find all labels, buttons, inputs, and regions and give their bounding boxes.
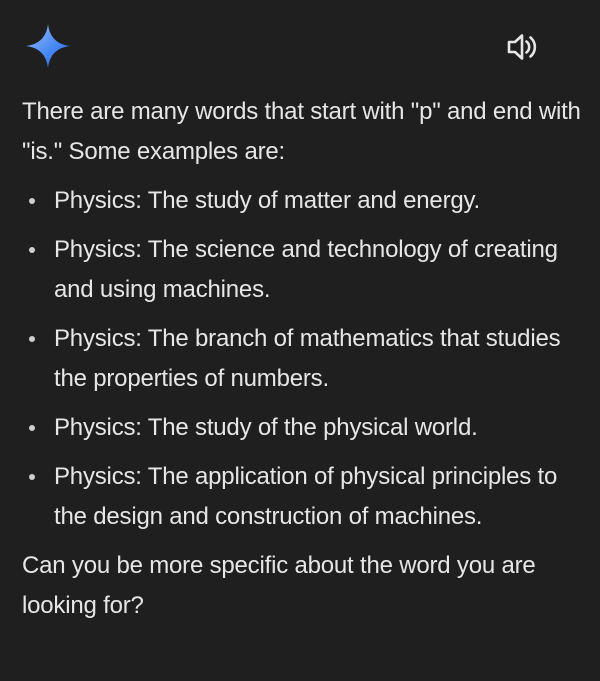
list-item-text: Physics: The science and technology of creating and using machines. [54,236,558,303]
bullet-icon [29,247,35,253]
list-item [22,230,582,310]
bullet-icon [29,425,35,431]
list-item [22,181,582,221]
bullet-icon [29,198,35,204]
speaker-icon[interactable] [505,30,539,64]
list-item [22,408,582,448]
examples-list [22,181,582,537]
bullet-icon [29,336,35,342]
sparkle-icon [24,22,72,70]
response-text [22,92,582,626]
list-item [22,457,582,537]
list-item-text: Physics: The study of the physical world. [54,414,478,441]
list-item [22,319,582,399]
list-item-text: Physics: The application of physical principles to the design and construction of machines. [54,463,558,530]
intro-paragraph: There are many words that start with "p" and end with "is." Some examples are: [22,98,581,165]
list-item-text: Physics: The branch of mathematics that studies the properties of numbers. [54,325,561,392]
list-item-text: Physics: The study of matter and energy. [54,187,480,214]
outro-paragraph: Can you be more specific about the word you are looking for? [22,552,536,619]
bullet-icon [29,474,35,480]
